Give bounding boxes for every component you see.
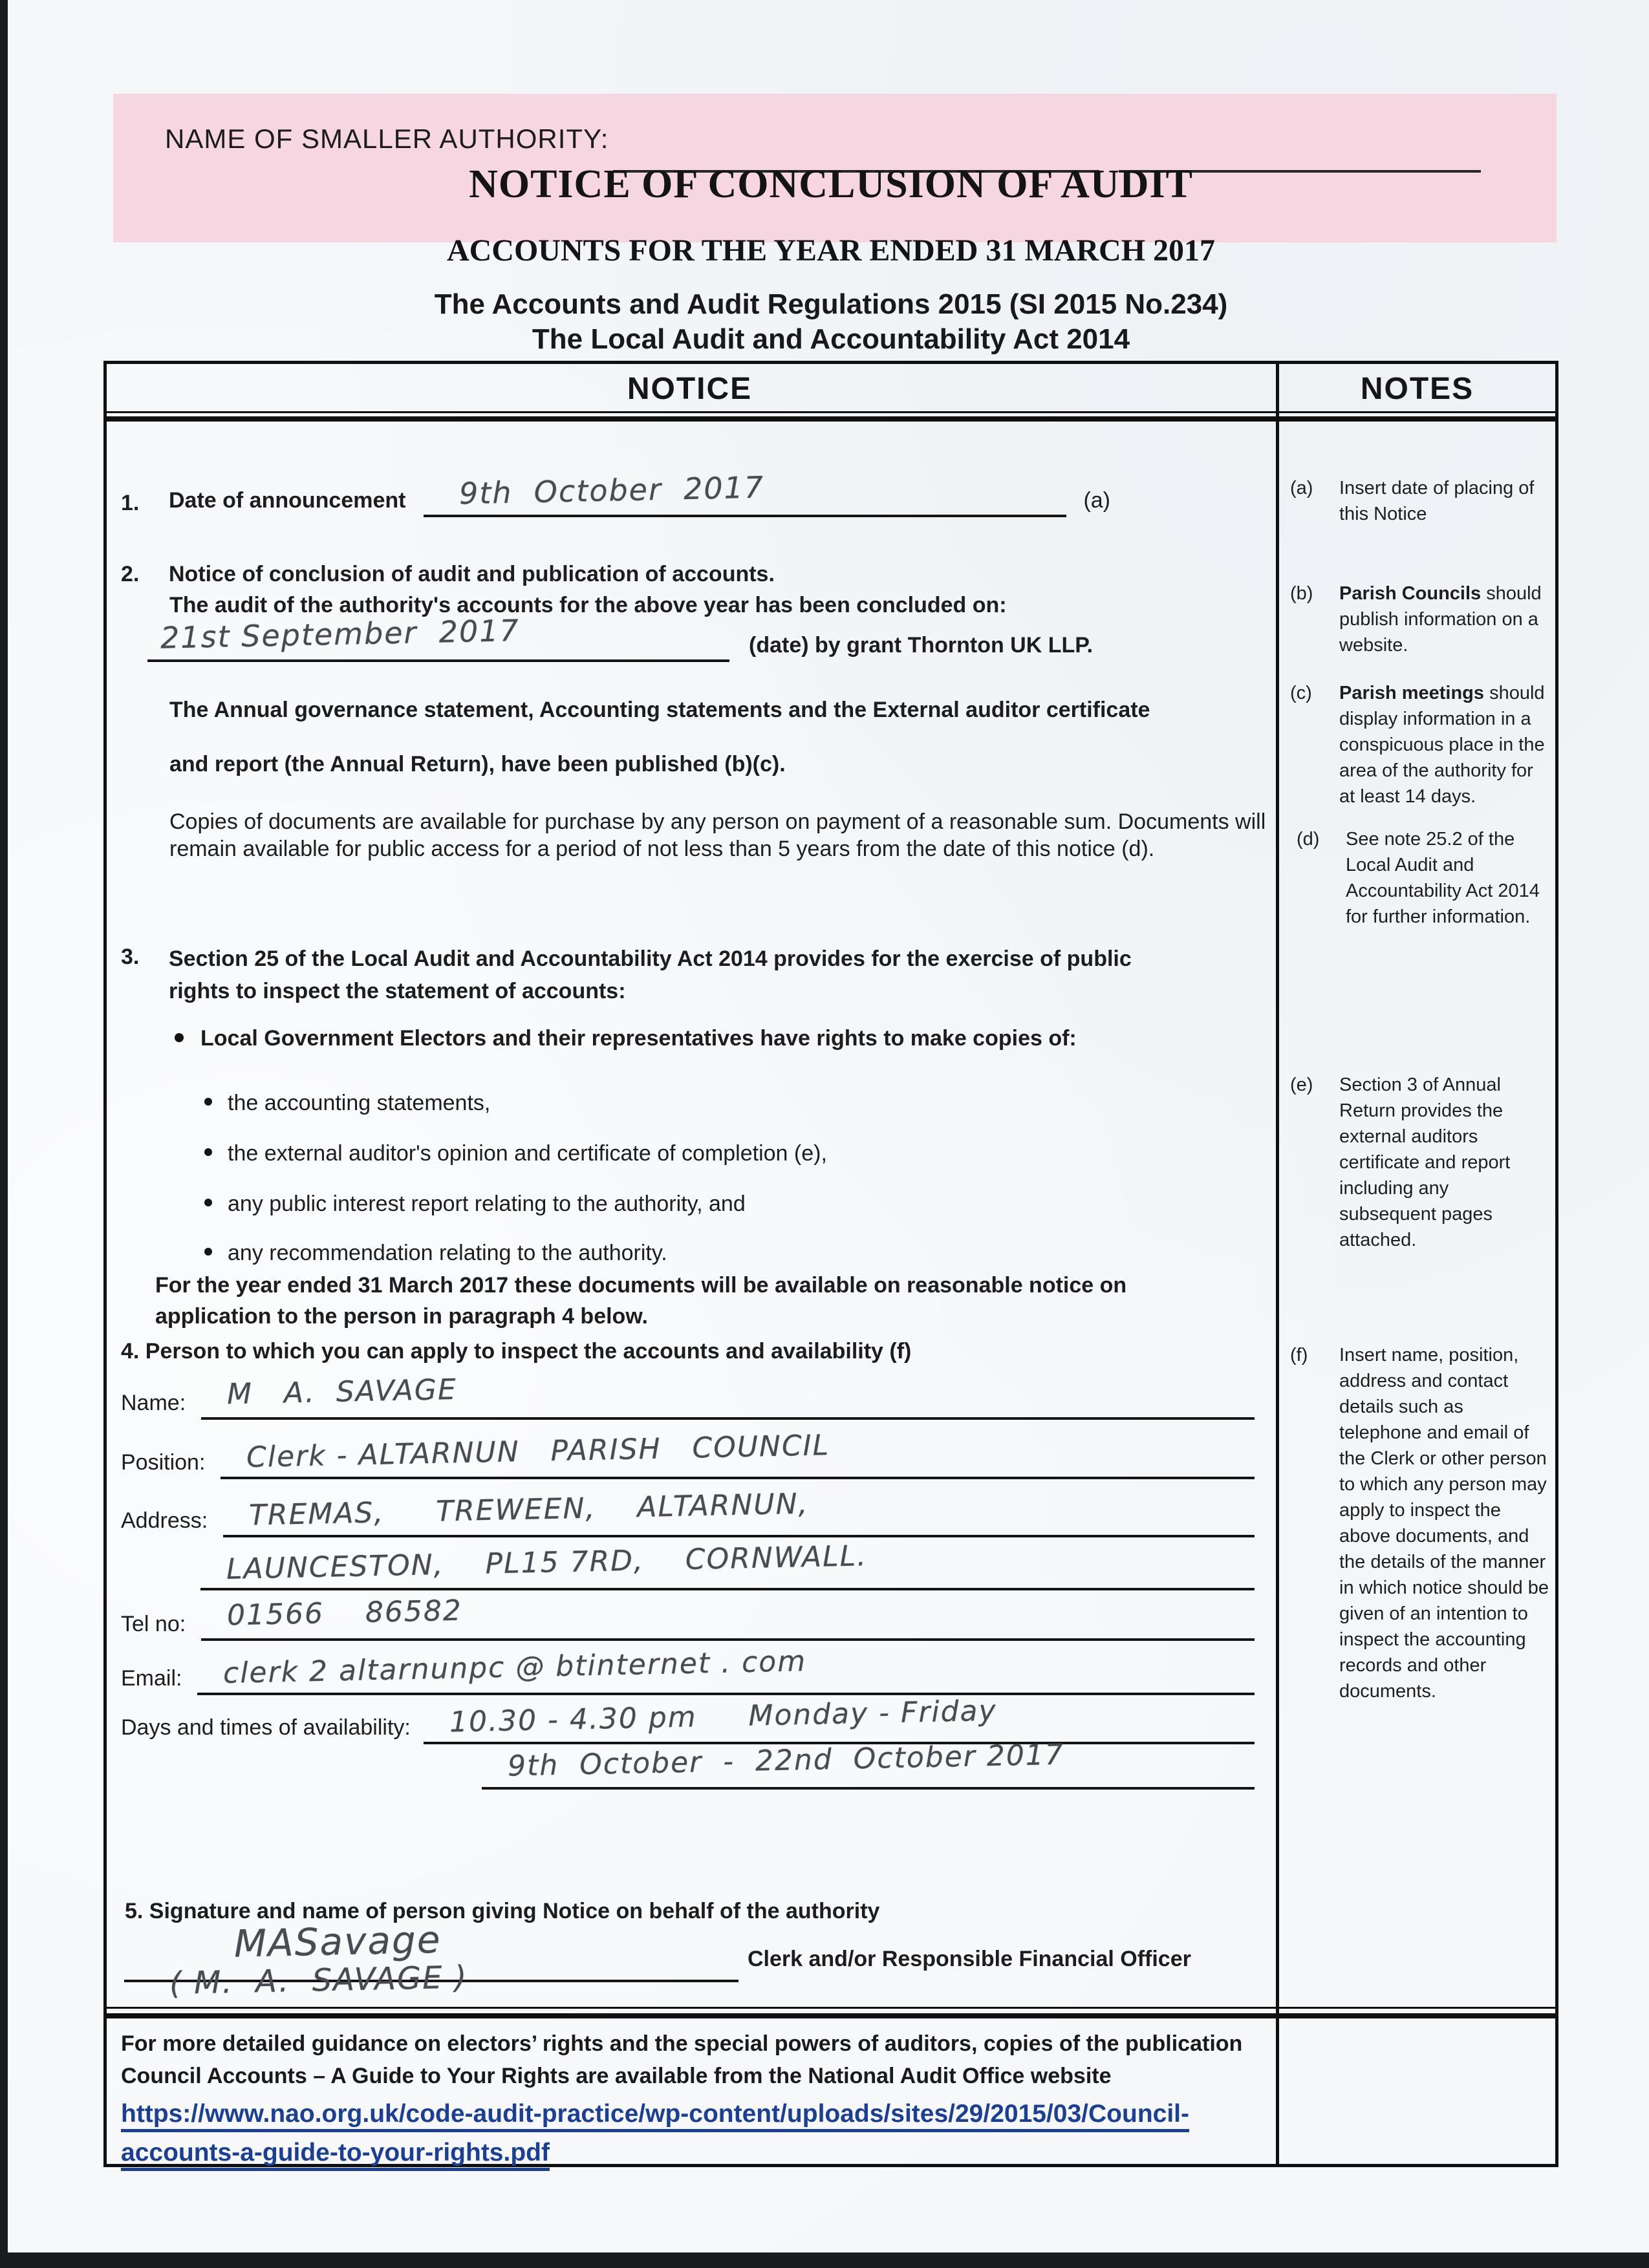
regulation-line-2: The Local Audit and Accountability Act 2014	[532, 323, 1130, 355]
signature-name-handwritten: ( M. A. SAVAGE )	[169, 1959, 469, 2002]
availability-handwritten: 10.30 - 4.30 pm Monday - Friday	[449, 1694, 997, 1739]
item3-sub-bullet-1: the accounting statements,	[228, 1091, 491, 1115]
position-label: Position:	[121, 1450, 206, 1475]
item3-closing-line1: For the year ended 31 March 2017 these documents will be available on reasonable notice on	[155, 1273, 1127, 1298]
table-column-divider	[1276, 361, 1279, 2167]
item3-sub-bullet-row	[204, 1139, 1239, 1168]
scanner-edge-bottom	[0, 2252, 1649, 2268]
note-f	[1290, 1342, 1550, 1704]
item3-heading	[169, 943, 1132, 1007]
page-subtitle: ACCOUNTS FOR THE YEAR ENDED 31 MARCH 2017	[446, 233, 1216, 268]
address2-field-row	[200, 1539, 1255, 1590]
email-label: Email:	[121, 1666, 182, 1691]
item1-date-line	[424, 469, 1066, 517]
item1-row	[121, 469, 1110, 517]
address-line-2	[200, 1539, 1255, 1590]
item2-para2: Copies of documents are available for purchase by any person on payment of a reasonable sum. Documents will remain available for public access for a period of not less than 5 years from the date of this notice (d).	[169, 809, 1266, 861]
note-f-text: Insert name, position, address and contact details such as telephone and email of the Clerk or other person to which any person may apply to inspect the above documents, and the details of the manner in which notice should be given of an intention to inspect the accounting records and other documents.	[1339, 1345, 1549, 1702]
item3-heading-row	[121, 943, 1132, 1007]
nao-guide-link-line1[interactable]: https://www.nao.org.uk/code-audit-practice/wp-content/uploads/sites/29/2015/03/Council-	[121, 2100, 1189, 2132]
item3-sub-bullet-4: any recommendation relating to the authority.	[228, 1241, 667, 1265]
availability-field-row	[121, 1694, 1255, 1744]
item3-bullet-text: Local Government Electors and their representatives have rights to make copies of:	[200, 1026, 1077, 1051]
note-c-ref: (c)	[1290, 683, 1312, 703]
item3-heading-line1: Section 25 of the Local Audit and Accountability Act 2014 provides for the exercise of public	[169, 947, 1132, 971]
item2-para1-line1: The Annual governance statement, Accounting statements and the External auditor certificate	[169, 698, 1150, 722]
note-e-ref: (e)	[1290, 1075, 1313, 1095]
item3-sub-bullet-row	[204, 1190, 1239, 1218]
note-a-ref: (a)	[1290, 478, 1313, 498]
availability2-handwritten: 9th October - 22nd October 2017	[507, 1738, 1065, 1783]
name-line	[201, 1373, 1255, 1420]
email-field-row	[121, 1645, 1255, 1695]
position-handwritten: Clerk - ALTARNUN PARISH COUNCIL	[246, 1429, 831, 1475]
authority-label: NAME OF SMALLER AUTHORITY:	[165, 123, 609, 154]
header-rule-thin	[103, 411, 1558, 413]
item3-sub-bullet-row	[204, 1089, 1239, 1117]
item1-handwritten-date: 9th October 2017	[458, 469, 766, 511]
tel-field-row	[121, 1594, 1255, 1641]
availability-line	[424, 1694, 1255, 1744]
bullet-icon	[204, 1148, 212, 1156]
item2-date-line	[147, 612, 729, 662]
note-f-ref: (f)	[1290, 1345, 1308, 1365]
item3-sub-bullet-3: any public interest report relating to the authority, and	[228, 1192, 746, 1216]
footer-rule-thin	[103, 2007, 1558, 2009]
item2-handwritten-date: 21st September 2017	[160, 612, 521, 656]
tel-handwritten: 01566 86582	[226, 1594, 463, 1632]
note-d	[1297, 826, 1557, 930]
address2-handwritten: LAUNCESTON, PL15 7RD, CORNWALL.	[226, 1539, 868, 1586]
note-d-text: See note 25.2 of the Local Audit and Accountability Act 2014 for further information.	[1346, 829, 1540, 927]
signature-role: Clerk and/or Responsible Financial Officer	[748, 1947, 1191, 1971]
nao-guide-link-line2[interactable]: accounts-a-guide-to-your-rights.pdf	[121, 2139, 550, 2171]
item3-closing-line2: application to the person in paragraph 4 below.	[155, 1304, 648, 1329]
signature-line	[124, 1917, 738, 2002]
column-header-notes: NOTES	[1360, 372, 1474, 406]
availability-line-2	[482, 1738, 1255, 1790]
footer-guidance-line1: For more detailed guidance on electors’ rights and the special powers of auditors, copies of the publication	[121, 2031, 1243, 2056]
item5-heading: 5. Signature and name of person giving Notice on behalf of the authority	[125, 1899, 880, 1923]
note-b-ref: (b)	[1290, 583, 1313, 604]
tel-line	[201, 1594, 1255, 1641]
item3-number: 3.	[121, 945, 140, 969]
note-c-text: Parish meetings should display information in a conspicuous place in the area of the authority for at least 14 days.	[1339, 683, 1545, 807]
availability2-field-row	[482, 1738, 1255, 1790]
item1-label: Date of announcement	[169, 488, 406, 513]
note-b	[1290, 581, 1550, 658]
item3-heading-line2: rights to inspect the statement of accounts:	[169, 979, 626, 1003]
bullet-icon	[204, 1098, 212, 1106]
note-e	[1290, 1072, 1550, 1253]
address-label: Address:	[121, 1508, 208, 1533]
footer-rule-thick	[103, 2013, 1558, 2018]
note-d-ref: (d)	[1297, 829, 1320, 850]
regulation-line-1: The Accounts and Audit Regulations 2015 (SI 2015 No.234)	[434, 288, 1228, 320]
note-c	[1290, 680, 1550, 809]
item3-sub-bullet-row	[204, 1239, 1239, 1267]
footer-guidance-line2: Council Accounts – A Guide to Your Rights are available from the National Audit Office website	[121, 2064, 1112, 2088]
item1-note-ref: (a)	[1083, 488, 1110, 513]
note-e-text: Section 3 of Annual Return provides the external auditors certificate and report including any subsequent pages attached.	[1339, 1075, 1511, 1250]
bullet-icon	[204, 1199, 212, 1206]
scanner-edge-left	[0, 0, 8, 2268]
tel-label: Tel no:	[121, 1612, 186, 1636]
item2-line1: The audit of the authority's accounts for the above year has been concluded on:	[169, 593, 1007, 617]
item2-heading: Notice of conclusion of audit and publication of accounts.	[169, 562, 775, 586]
email-line	[197, 1645, 1255, 1695]
email-handwritten: clerk 2 altarnunpc @ btinternet . com	[223, 1645, 808, 1691]
address-handwritten: TREMAS, TREWEEN, ALTARNUN,	[248, 1487, 810, 1532]
item3-bullet-row	[175, 1024, 1248, 1053]
item4-heading: 4. Person to which you can apply to inspect the accounts and availability (f)	[121, 1339, 912, 1364]
column-header-notice: NOTICE	[627, 372, 753, 406]
position-field-row	[121, 1429, 1255, 1479]
signature-row	[124, 1917, 1253, 2002]
availability-label: Days and times of availability:	[121, 1715, 411, 1740]
position-line	[221, 1429, 1255, 1479]
note-a-text: Insert date of placing of this Notice	[1339, 478, 1535, 524]
bullet-icon	[175, 1033, 184, 1042]
page-title: NOTICE OF CONCLUSION OF AUDIT	[469, 162, 1193, 206]
name-field-row	[121, 1373, 1255, 1420]
note-a	[1290, 475, 1550, 527]
item2-date-suffix: (date) by grant Thornton UK LLP.	[749, 633, 1094, 658]
address-field-row	[121, 1487, 1255, 1537]
note-b-text: Parish Councils should publish information on a website.	[1339, 583, 1542, 656]
item2-para1-line2: and report (the Annual Return), have been published (b)(c).	[169, 752, 786, 776]
name-handwritten: M A. SAVAGE	[226, 1373, 458, 1411]
address-line	[223, 1487, 1255, 1537]
item3-sub-bullet-2: the external auditor's opinion and certificate of completion (e),	[228, 1141, 827, 1166]
item2-number: 2.	[121, 562, 140, 586]
signature-handwritten: MASavage	[233, 1917, 442, 1966]
item1-number: 1.	[121, 491, 140, 515]
name-label: Name:	[121, 1391, 186, 1415]
header-rule-thick	[103, 416, 1558, 422]
item2-date-row	[147, 612, 1255, 662]
bullet-icon	[204, 1248, 212, 1256]
item2-heading-row	[121, 560, 775, 588]
